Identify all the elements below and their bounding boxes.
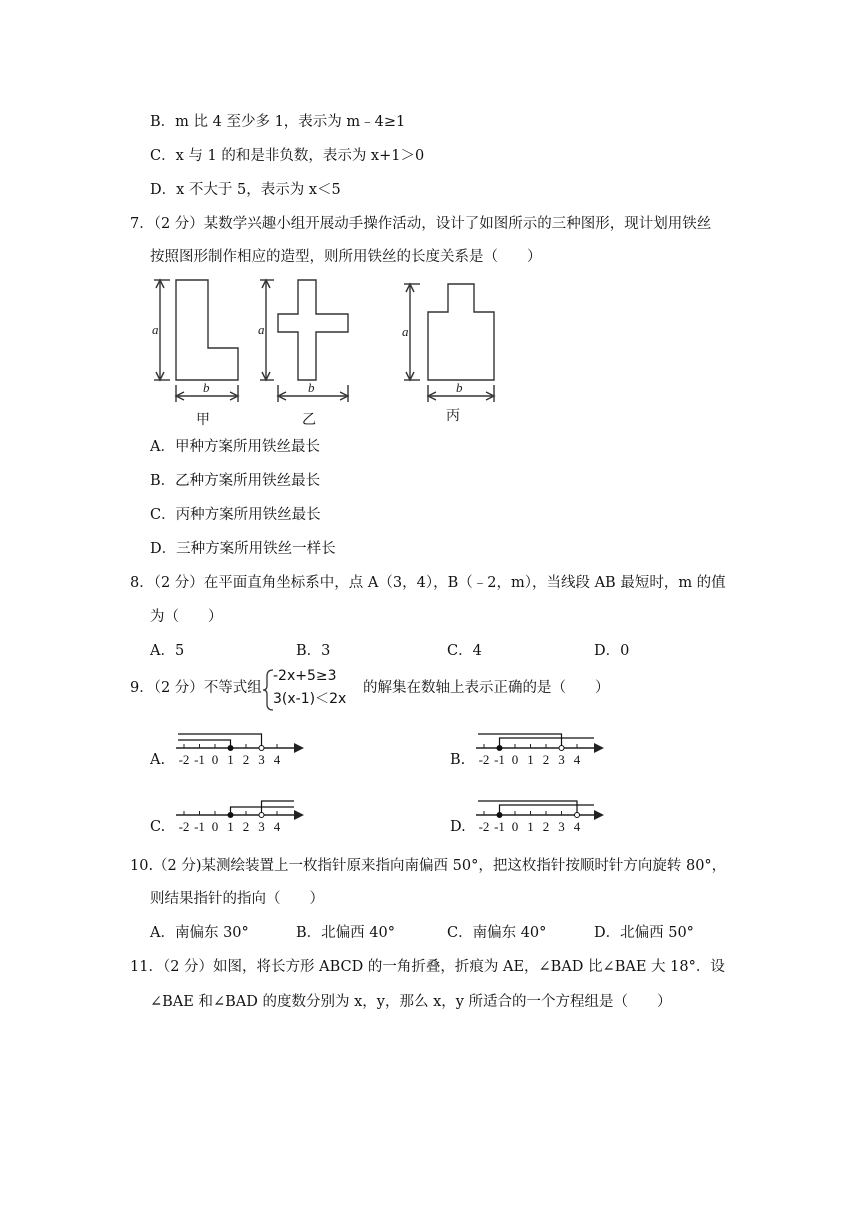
axis-arrow <box>294 810 304 820</box>
open-dot <box>259 813 264 818</box>
tick-label: -1 <box>494 752 505 767</box>
q8-stem-line2: 为（ ） <box>150 609 223 625</box>
label-a-yi: a <box>258 322 265 337</box>
q11-stem-line2: ∠BAE 和∠BAD 的度数分别为 x，y，那么 x，y 所适合的一个方程组是（ ） <box>150 994 672 1010</box>
label-bing: 丙 <box>446 408 460 424</box>
ray-right <box>500 805 595 815</box>
q9-option-c-letter: C. <box>150 819 166 835</box>
tick-label: 0 <box>211 752 219 767</box>
q7-option-c: C．丙种方案所用铁丝最长 <box>150 507 321 523</box>
q10-option-d: D．北偏西 50° <box>594 925 694 941</box>
ray-left <box>478 801 577 815</box>
tick-label: -1 <box>494 819 505 834</box>
q8-stem-line1: 8．（2 分）在平面直角坐标系中，点 A（3，4），B（﹣2，m），当线段 AB 最短时，m 的值 <box>130 575 726 591</box>
q7-stem-line1: 7．（2 分）某数学兴趣小组开展动手操作活动，设计了如图所示的三种图形，现计划用铁丝 <box>130 216 712 232</box>
tick-label: 4 <box>273 752 281 767</box>
tick-label: 0 <box>511 819 519 834</box>
q6-option-d: D．x 不大于 5，表示为 x＜5 <box>150 182 341 198</box>
label-b-yi: b <box>308 380 315 395</box>
q9-numberline-d <box>474 789 608 835</box>
tick-label: -1 <box>194 752 205 767</box>
q9-numberline-a <box>174 722 308 768</box>
axis-arrow <box>594 810 604 820</box>
q7-option-a: A．甲种方案所用铁丝最长 <box>150 439 320 455</box>
tick-label: -2 <box>478 752 490 767</box>
q10-stem-line2: 则结果指针的指向（ ） <box>150 891 324 907</box>
closed-dot <box>228 746 233 751</box>
tick-label: 2 <box>242 819 250 834</box>
tick-label: 1 <box>527 819 534 834</box>
q8-option-d: D．0 <box>594 643 630 659</box>
q8-option-a: A．5 <box>150 643 185 659</box>
q9-stem-before: 9．（2 分）不等式组 <box>130 680 262 696</box>
tick-label: 3 <box>258 752 265 767</box>
ray-right <box>262 801 295 815</box>
q10-option-c: C．南偏东 40° <box>447 925 547 941</box>
q10-option-a: A．南偏东 30° <box>150 925 249 941</box>
closed-dot <box>497 746 502 751</box>
tick-label: 4 <box>573 819 581 834</box>
tick-label: 3 <box>258 819 265 834</box>
q6-option-c: C．x 与 1 的和是非负数，表示为 x+1＞0 <box>150 148 425 164</box>
open-dot <box>559 746 564 751</box>
q9-inequality-1: -2x+5≥3 <box>273 668 337 684</box>
tick-label: -2 <box>478 819 490 834</box>
label-yi: 乙 <box>302 412 316 428</box>
tick-label: 3 <box>558 819 565 834</box>
tick-label: 1 <box>227 819 234 834</box>
q9-stem-after: 的解集在数轴上表示正确的是（ ） <box>363 680 610 696</box>
q9-option-a-letter: A. <box>150 752 166 768</box>
tick-label: 2 <box>242 752 250 767</box>
axis-arrow <box>294 743 304 753</box>
q8-option-c: C．4 <box>447 643 482 659</box>
ray-left <box>178 734 262 748</box>
shape-yi <box>278 280 348 380</box>
label-b-jia: b <box>203 380 210 395</box>
ray-right <box>500 738 595 748</box>
q9-option-d-letter: D. <box>450 819 466 835</box>
q9-option-b-letter: B. <box>450 752 466 768</box>
label-b-bing: b <box>456 380 463 395</box>
q7-stem-line2: 按照图形制作相应的造型，则所用铁丝的长度关系是（ ） <box>150 249 542 265</box>
closed-dot <box>497 813 502 818</box>
tick-label: 4 <box>273 819 281 834</box>
open-dot <box>575 813 580 818</box>
q7-option-b: B．乙种方案所用铁丝最长 <box>150 473 321 489</box>
tick-label: 2 <box>542 819 550 834</box>
tick-label: 0 <box>511 752 519 767</box>
q11-stem-line1: 11．（2 分）如图，将长方形 ABCD 的一角折叠，折痕为 AE，∠BAD 比∠BAE 大 18°．设 <box>130 959 725 975</box>
q9-inequality-2: 3(x-1)＜2x <box>273 691 347 707</box>
q9-numberline-c <box>174 789 308 835</box>
q7-option-d: D．三种方案所用铁丝一样长 <box>150 541 336 557</box>
q7-figure <box>140 272 520 432</box>
shape-bing <box>428 284 494 380</box>
ray-left <box>478 734 562 748</box>
tick-label: 1 <box>527 752 534 767</box>
label-a-jia: a <box>152 322 159 337</box>
shape-jia <box>176 280 238 380</box>
tick-label: -1 <box>194 819 205 834</box>
tick-label: 1 <box>227 752 234 767</box>
closed-dot <box>228 813 233 818</box>
label-a-bing: a <box>402 324 409 339</box>
q6-option-b: B．m 比 4 至少多 1，表示为 m﹣4≥1 <box>150 114 406 130</box>
open-dot <box>259 746 264 751</box>
label-jia: 甲 <box>196 412 210 428</box>
tick-label: -2 <box>178 819 190 834</box>
ray-left <box>178 740 231 748</box>
q8-option-b: B．3 <box>296 643 331 659</box>
tick-label: 3 <box>558 752 565 767</box>
tick-label: 4 <box>573 752 581 767</box>
tick-label: -2 <box>178 752 190 767</box>
q9-numberline-b <box>474 722 608 768</box>
axis-arrow <box>594 743 604 753</box>
q10-stem-line1: 10.（2 分)某测绘装置上一枚指针原来指向南偏西 50°，把这枚指针按顺时针方向旋转 80°， <box>130 858 727 874</box>
q10-option-b: B．北偏西 40° <box>296 925 395 941</box>
tick-label: 2 <box>542 752 550 767</box>
tick-label: 0 <box>211 819 219 834</box>
